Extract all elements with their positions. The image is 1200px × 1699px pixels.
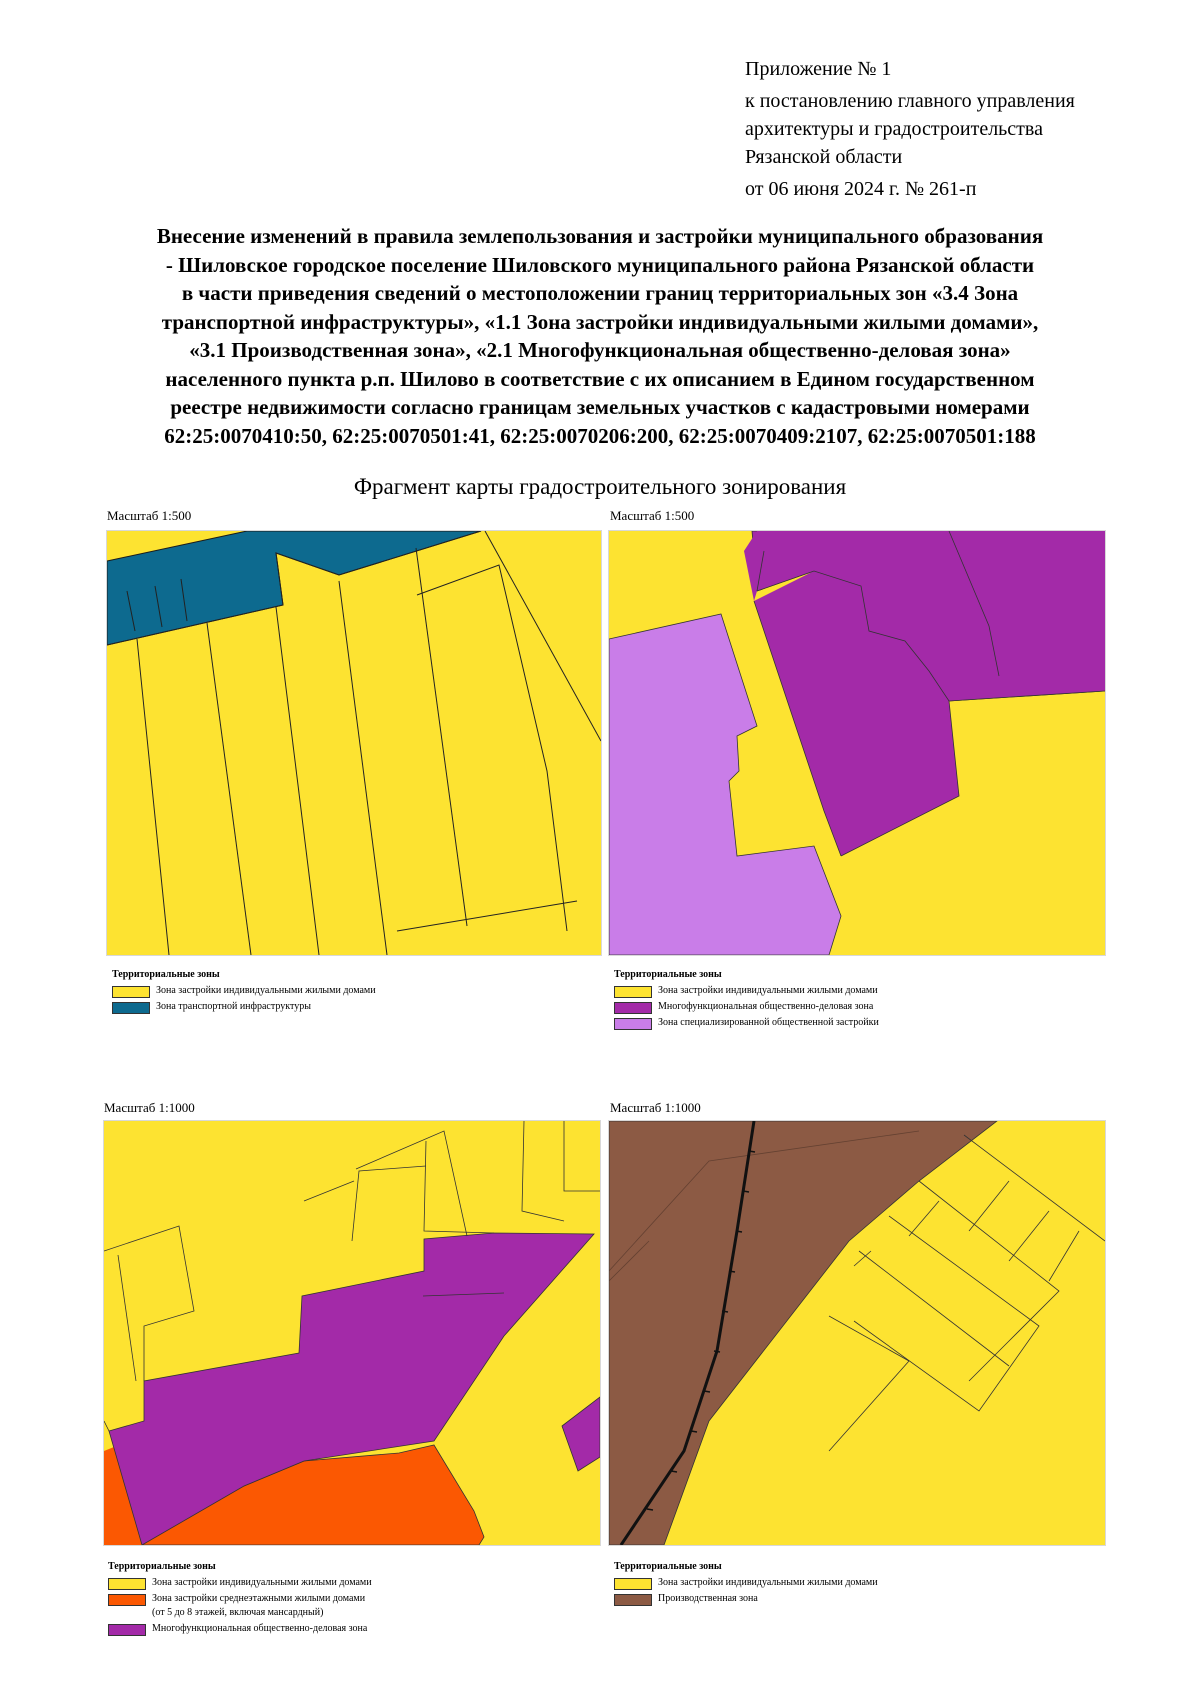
map-3-scale: Масштаб 1:1000	[104, 1100, 195, 1115]
legend-label: Зона застройки индивидуальными жилыми домами	[152, 1577, 372, 1588]
map-4-zoning	[608, 1120, 1106, 1546]
legend-item	[112, 1000, 376, 1014]
title-line: населенного пункта р.п. Шилово в соответствие с их описанием в Едином государственном	[165, 366, 1035, 391]
legend-label-wrap	[152, 1592, 365, 1620]
legend-label: Зона застройки индивидуальными жилыми домами	[658, 1577, 878, 1588]
title-line: 62:25:0070410:50, 62:25:0070501:41, 62:25:0070206:200, 62:25:0070409:2107, 62:25:0070501:188	[164, 423, 1036, 448]
map-1-legend	[112, 968, 376, 1016]
legend-swatch	[614, 1002, 652, 1014]
legend-item	[614, 1016, 879, 1030]
legend-sublabel: (от 5 до 8 этажей, включая мансардный)	[152, 1607, 324, 1618]
legend-label: Зона транспортной инфраструктуры	[156, 1001, 311, 1012]
appendix-number: Приложение № 1	[745, 58, 892, 80]
legend-label: Многофункциональная общественно-деловая зона	[658, 1001, 874, 1012]
appendix-date: от 06 июня 2024 г. № 261-п	[745, 178, 977, 200]
title-line: транспортной инфраструктуры», «1.1 Зона застройки индивидуальными жилыми домами»,	[161, 309, 1039, 334]
map-3-svg	[104, 1121, 600, 1545]
map-4-scale: Масштаб 1:1000	[610, 1100, 701, 1115]
legend-label: Многофункциональная общественно-деловая зона	[152, 1623, 368, 1634]
title-line: Внесение изменений в правила землепользования и застройки муниципального образования	[156, 224, 1044, 248]
map-1-scale: Масштаб 1:500	[107, 508, 192, 523]
document-title	[60, 222, 1140, 450]
legend-swatch	[112, 986, 150, 998]
appendix-line-3: Рязанской области	[745, 146, 903, 168]
map-2-legend	[614, 968, 879, 1032]
legend-swatch	[108, 1578, 146, 1590]
map-2-svg	[609, 531, 1105, 955]
legend-swatch	[108, 1624, 146, 1636]
legend-swatch	[614, 1578, 652, 1590]
map-4-svg	[609, 1121, 1105, 1545]
legend-label: Зона застройки индивидуальными жилыми домами	[156, 985, 376, 996]
legend-title: Территориальные зоны	[112, 969, 220, 980]
title-line: в части приведения сведений о местоположении границ территориальных зон «3.4 Зона	[181, 281, 1019, 305]
map-3-legend	[108, 1560, 372, 1638]
appendix-line-2: архитектуры и градостроительства	[745, 118, 1043, 140]
legend-swatch	[112, 1002, 150, 1014]
legend-item	[112, 984, 376, 998]
map-3-zoning	[103, 1120, 601, 1546]
map-1-zoning	[106, 530, 602, 956]
map-fragment-heading: Фрагмент карты градостроительного зонирования	[353, 474, 847, 499]
legend-label: Зона специализированной общественной застройки	[658, 1017, 879, 1028]
legend-label: Производственная зона	[658, 1593, 758, 1604]
legend-swatch	[108, 1594, 146, 1606]
legend-swatch	[614, 1018, 652, 1030]
title-line: - Шиловское городское поселение Шиловского муниципального района Рязанской области	[165, 252, 1035, 277]
legend-swatch	[614, 986, 652, 998]
appendix-block	[745, 55, 1165, 203]
legend-item	[614, 1592, 878, 1606]
legend-swatch	[614, 1594, 652, 1606]
legend-title: Территориальные зоны	[614, 969, 722, 980]
map-2-scale: Масштаб 1:500	[610, 508, 695, 523]
legend-item	[614, 1576, 878, 1590]
title-line: реестре недвижимости согласно границам земельных участков с кадастровыми номерами	[170, 395, 1030, 419]
legend-item	[614, 1000, 879, 1014]
legend-title: Территориальные зоны	[614, 1561, 722, 1572]
title-line: «3.1 Производственная зона», «2.1 Многофункциональная общественно-деловая зона»	[189, 338, 1011, 362]
map-1-svg	[107, 531, 601, 955]
appendix-line-1: к постановлению главного управления	[745, 90, 1075, 112]
legend-title: Территориальные зоны	[108, 1561, 216, 1572]
legend-item	[614, 984, 879, 998]
map-4-legend	[614, 1560, 878, 1608]
legend-item	[108, 1592, 372, 1620]
legend-item	[108, 1576, 372, 1590]
map-2-zoning	[608, 530, 1106, 956]
legend-label: Зона застройки среднеэтажными жилыми домами	[152, 1593, 366, 1604]
legend-label: Зона застройки индивидуальными жилыми домами	[658, 985, 878, 996]
legend-item	[108, 1622, 372, 1636]
